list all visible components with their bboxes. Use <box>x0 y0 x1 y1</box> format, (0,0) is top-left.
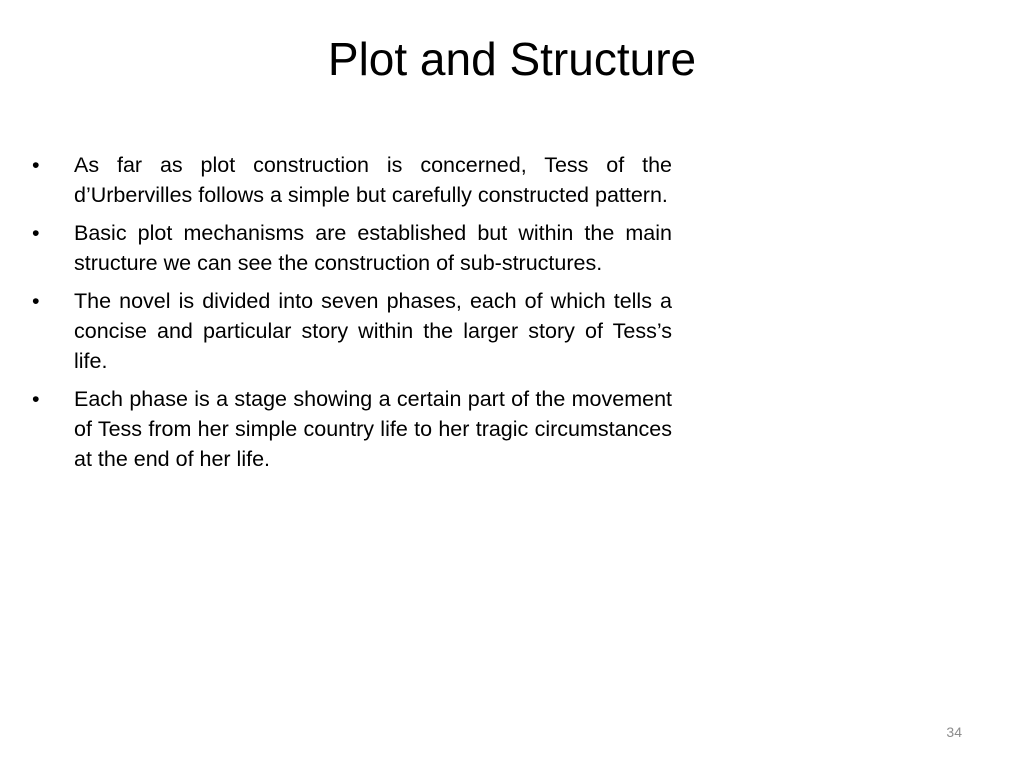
bullet-marker: • <box>32 387 40 411</box>
bullet-item <box>32 218 672 278</box>
bullet-list <box>32 150 672 482</box>
bullet-marker: • <box>32 221 40 245</box>
page-number: 34 <box>946 724 962 740</box>
bullet-marker: • <box>32 289 40 313</box>
slide-title: Plot and Structure <box>327 33 697 85</box>
bullet-text: Basic plot mechanisms are established but within the main structure we can see the construction of sub-structures. <box>74 221 672 275</box>
bullet-item <box>32 150 672 210</box>
bullet-text: As far as plot construction is concerned, Tess of the d’Urbervilles follows a simple but carefully constructed pattern. <box>74 153 672 207</box>
bullet-item <box>32 286 672 376</box>
bullet-text: Each phase is a stage showing a certain part of the movement of Tess from her simple country life to her tragic circumstances at the end of her life. <box>74 387 672 471</box>
bullet-marker: • <box>32 153 40 177</box>
bullet-item <box>32 384 672 474</box>
bullet-text: The novel is divided into seven phases, each of which tells a concise and particular story within the larger story of Tess’s life. <box>74 289 672 373</box>
